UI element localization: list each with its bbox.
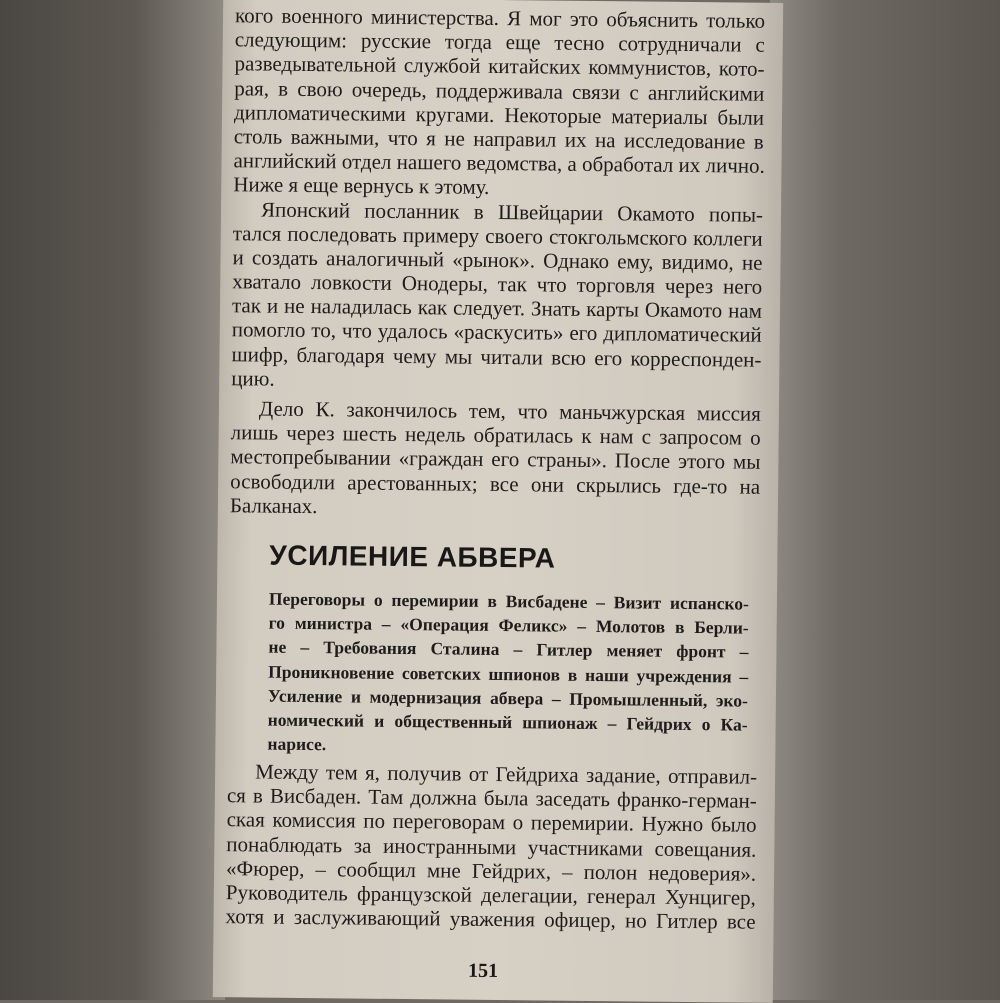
text-line: кого военного министерства. Я мог это объяснить только: [234, 3, 766, 33]
text-line: лишь через шесть недель обратилась к нам с запросом о: [230, 420, 761, 450]
background-right: [770, 0, 1000, 1000]
text-line: рая, в свою очередь, поддерживала связи с английскими: [234, 75, 765, 106]
paragraph-1: [233, 3, 765, 202]
text-line: разведывательной службой китайских коммунистов, кото-: [234, 51, 765, 82]
paragraph-3: [230, 396, 761, 522]
text-line: Дело К. закончилось тем, что маньчжурская миссия: [258, 396, 762, 426]
paragraph-4: [225, 759, 757, 934]
body-text-top: [230, 3, 765, 522]
text-line: Между тем я, получив от Гейдриха задание, отправил-: [255, 759, 758, 789]
text-line: ская комиссия по переговорам о перемирии. Нужно было: [226, 807, 757, 838]
book-page: [213, 0, 783, 1003]
text-line: Японский посланник в Швейцарии Окамото попы-: [260, 197, 764, 227]
text-line: следующим: русские тогда еще тесно сотрудничали с: [234, 27, 765, 57]
text-line: ся в Висбаден. Там должна была заседать франко-герман-: [226, 783, 757, 813]
text-line: хватало ловкости Онодеры, так что торговля через него: [232, 269, 763, 299]
text-line: и создать аналогичный «рынок». Однако ему, видимо, не: [232, 245, 763, 275]
text-line: столь важными, что я не направил их на исследование в: [233, 124, 764, 154]
page-number: 151: [467, 959, 499, 983]
text-line: так и не наладилась как следует. Знать карты Окамото нам: [231, 293, 763, 324]
paragraph-2: [231, 197, 763, 396]
chapter-title: УСИЛЕНИЕ АБВЕРА: [269, 539, 556, 574]
text-line: цию.: [231, 366, 275, 391]
summary-line: го министра – «Операция Феликс» – Молотов в Берли-: [268, 612, 749, 638]
chapter-summary: [267, 587, 749, 761]
text-line: местопребывании «граждан его страны». После этого мы: [230, 444, 761, 475]
summary-line: не – Требования Сталина – Гитлер меняет фронт –: [268, 636, 749, 663]
text-line: Руководитель французской делегации, генерал Хунцигер,: [225, 880, 756, 910]
text-line: Ниже я еще вернусь к этому.: [233, 172, 490, 200]
summary-line: Переговоры о перемирии в Висбадене – Визит испанско-: [268, 588, 750, 614]
text-line: английский отдел нашего ведомства, а обработал их лично.: [233, 148, 765, 178]
summary-line: номический и общественный шпионаж – Гейдрих о Ка-: [267, 709, 748, 735]
text-line: освободили арестованных; все они скрылись где-то на: [230, 468, 761, 499]
summary-line: Проникновение советских шпионов в наши учреждения –: [268, 661, 749, 687]
text-line: помогло то, что удалось «раскусить» его дипломатический: [231, 317, 762, 348]
summary-line: нарисе.: [267, 733, 327, 755]
text-line: Балканах.: [229, 492, 318, 518]
summary-line: Усиление и модернизация абвера – Промышленный, эко-: [267, 685, 749, 711]
text-line: тался последовать примеру своего стокгольмского коллеги: [232, 220, 763, 251]
text-line: «Фюрер, – сообщил мне Гейдрих, – полон недоверия».: [226, 855, 757, 886]
body-text-bottom: [225, 759, 757, 934]
text-line: понаблюдать за иностранными участниками совещания.: [226, 831, 757, 862]
text-line: хотя и заслуживающий уважения офицер, но Гитлер все: [225, 904, 756, 934]
text-line: шифр, благодаря чему мы читали всю его корреспонден-: [231, 341, 762, 372]
text-line: дипломатическими кругами. Некоторые материалы были: [233, 99, 765, 130]
background-left: [0, 0, 225, 1000]
